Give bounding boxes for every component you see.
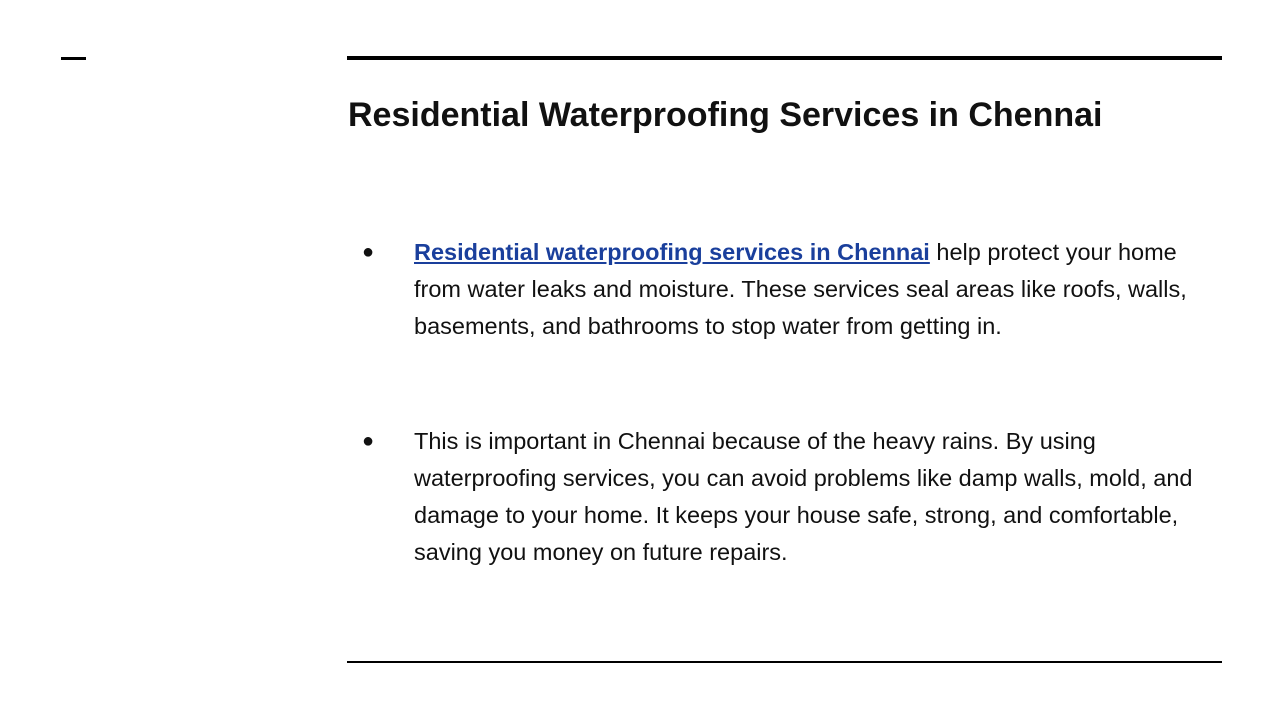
bullet-item-1 [362, 234, 1222, 345]
top-rule-divider [347, 56, 1222, 60]
bullet-item-2 [362, 423, 1222, 571]
bullet-dot-icon: ● [362, 430, 375, 452]
bullet-body-1: help protect your home from water leaks and moisture. These services seal areas like roofs, walls, basements, and bathrooms to stop water from getting in. [414, 239, 1187, 339]
bullet-text-1 [414, 234, 1214, 345]
bottom-rule-divider [347, 661, 1222, 663]
bullet-dot-icon: ● [362, 241, 375, 263]
slide-title: Residential Waterproofing Services in Chennai [348, 96, 1103, 134]
bullet-text-2: This is important in Chennai because of the heavy rains. By using waterproofing services, you can avoid problems like damp walls, mold, and damage to your home. It keeps your house safe, strong, and comfortable, saving you money on future repairs. [414, 428, 1193, 565]
waterproofing-services-link[interactable]: Residential waterproofing services in Chennai [414, 239, 930, 265]
corner-dash-decoration [61, 57, 86, 60]
bullet-list [362, 234, 1222, 571]
